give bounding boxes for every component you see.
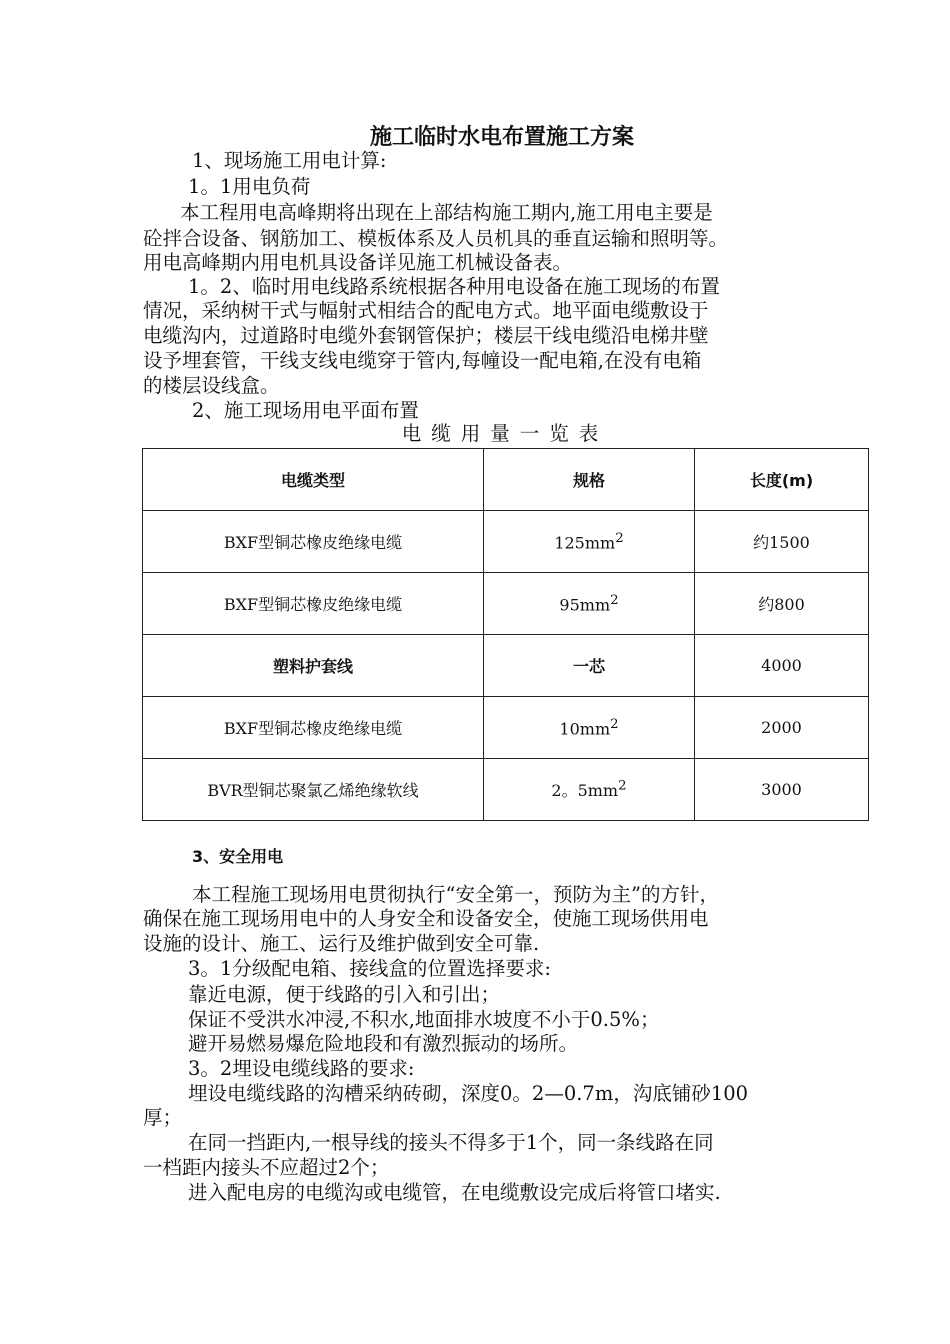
cell-length: 约800 [695,573,869,635]
section-3-1-heading: 3。1分级配电箱、接线盒的位置选择要求: [188,957,551,980]
cell-cable-type: BXF型铜芯橡皮绝缘电缆 [143,573,484,635]
table-header-row [143,449,869,511]
paragraph-2-line-5: 的楼层设线盒。 [143,374,280,397]
cell-length: 4000 [695,635,869,697]
cable-usage-table [142,448,869,821]
spec-value: 125mm [554,533,616,553]
paragraph-3-line-2: 确保在施工现场用电中的人身安全和设备安全，使施工现场供用电 [143,907,709,930]
section-3-2-heading: 3。2埋设电缆线路的要求: [188,1057,415,1080]
list-1-item-2: 保证不受洪水冲浸,不积水,地面排水坡度不小于0.5%； [188,1008,660,1031]
spec-value: 10mm [559,719,611,739]
section-1-heading: 1、现场施工用电计算: [192,149,387,172]
spec-superscript: 2 [610,716,619,732]
cell-spec [484,573,695,635]
list-1-item-1: 靠近电源，便于线路的引入和引出； [188,983,501,1006]
section-1-1-heading: 1。1用电负荷 [188,175,311,198]
list-2-item-1: 埋设电缆线路的沟槽采纳砖砌，深度0。2—0.7m，沟底铺砂100 [188,1082,749,1105]
table-row [143,697,869,759]
list-2-item-2-cont: 一档距内接头不应超过2个； [143,1156,390,1179]
paragraph-2-line-4: 设予埋套管，干线支线电缆穿于管内,每幢设一配电箱,在没有电箱 [143,349,702,372]
spec-superscript: 2 [618,778,627,794]
table-row [143,759,869,821]
cell-cable-type: BVR型铜芯聚氯乙烯绝缘软线 [143,759,484,821]
paragraph-3-line-3: 设施的设计、施工、运行及维护做到安全可靠. [143,932,540,955]
table-row [143,635,869,697]
cell-cable-type: 塑料护套线 [143,635,484,697]
spec-superscript: 2 [615,530,624,546]
section-2-heading: 2、施工现场用电平面布置 [192,399,419,422]
list-2-item-3: 进入配电房的电缆沟或电缆管，在电缆敷设完成后将管口堵实. [188,1181,721,1204]
table-row [143,511,869,573]
cell-length: 3000 [695,759,869,821]
paragraph-1-line-1: 本工程用电高峰期将出现在上部结构施工期内,施工用电主要是 [180,201,713,224]
cell-cable-type: BXF型铜芯橡皮绝缘电缆 [143,511,484,573]
paragraph-1-line-2: 砼拌合设备、钢筋加工、模板体系及人员机具的垂直运输和照明等。 [143,227,729,250]
header-length: 长度(m) [695,449,869,511]
list-2-item-2: 在同一挡距内,一根导线的接头不得多于1个，同一条线路在同 [188,1131,714,1154]
cell-cable-type: BXF型铜芯橡皮绝缘电缆 [143,697,484,759]
cell-length: 2000 [695,697,869,759]
spec-superscript: 2 [610,592,619,608]
cell-spec [484,697,695,759]
spec-value: 95mm [559,595,611,615]
paragraph-3-line-1: 本工程施工现场用电贯彻执行“安全第一，预防为主”的方针， [192,883,719,906]
spec-value: 一芯 [572,657,605,676]
list-2-item-1-cont: 厚； [143,1106,183,1129]
paragraph-1-line-3: 用电高峰期内用电机具设备详见施工机械设备表。 [143,251,573,274]
section-3-heading: 3、安全用电 [192,847,284,866]
cell-spec [484,511,695,573]
spec-value: 2。5mm [551,781,619,800]
header-spec: 规格 [484,449,695,511]
paragraph-2-line-2: 情况，采纳树干式与幅射式相结合的配电方式。地平面电缆敷设于 [143,299,709,322]
header-cable-type: 电缆类型 [143,449,484,511]
table-caption: 电缆用量一览表 [401,422,609,445]
cell-spec [484,759,695,821]
table-row [143,573,869,635]
cell-spec [484,635,695,697]
document-title: 施工临时水电布置施工方案 [369,125,634,150]
paragraph-2-line-3: 电缆沟内，过道路时电缆外套钢管保护；楼层干线电缆沿电梯井壁 [143,324,709,347]
paragraph-2-line-1: 1。2、临时用电线路系统根据各种用电设备在施工现场的布置 [188,275,720,298]
cell-length: 约1500 [695,511,869,573]
list-1-item-3: 避开易燃易爆危险地段和有激烈振动的场所。 [188,1032,579,1055]
